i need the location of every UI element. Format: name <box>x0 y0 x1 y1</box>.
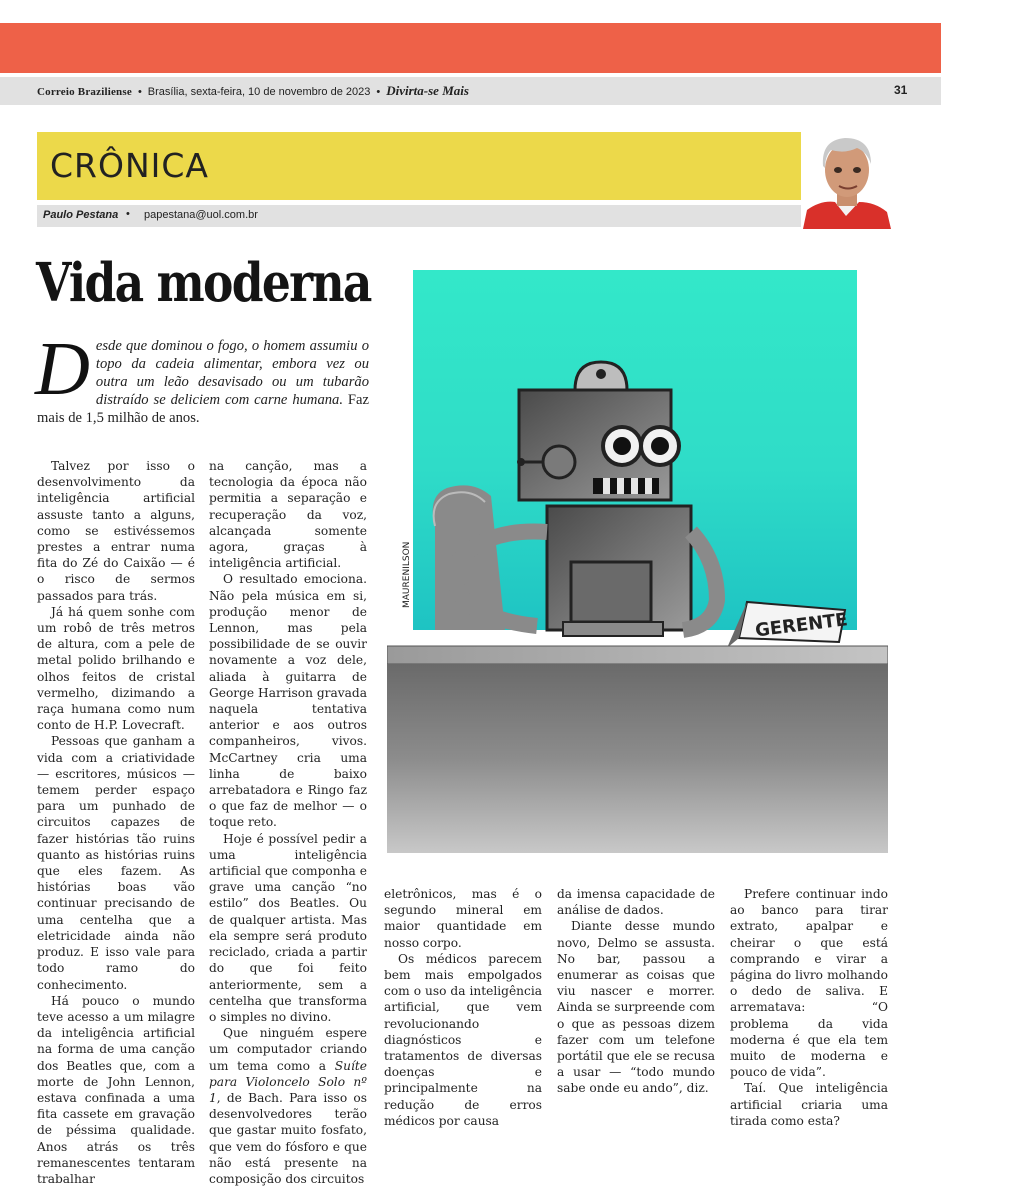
paragraph-text: Que ninguém espere um computador criando um tema como a <box>209 1026 367 1073</box>
paragraph: na canção, mas a tecnologia da época não permitia a separação e recuperação da voz, alcançada somente agora, graças à inteligência artificial. <box>209 459 367 571</box>
paragraph: Os médicos parecem bem mais empolgados com o uso da inteligência artificial, que vem revolucionando diagnósticos e tratamentos de diversas doenças e principalmente na redução de erros médicos por causa <box>384 951 542 1128</box>
paragraph: Já há quem sonhe com um robô de três metros de altura, com a pele de metal polido brilhando e olhos feitos de cristal vermelho, dizimando a raça humana como num conto de H.P. Lovecraft. <box>37 604 195 733</box>
paragraph: Pessoas que ganham a vida com a criatividade — escritores, músicos — temem perder espaço para um punhado de circuitos capazes de fazer histórias tão ruins quanto as histórias ruins que eles fazem. As histórias boas vão continuar precisando de uma centelha que a eletricidade ainda não produz. E isso vale para todo ramo do conhecimento. <box>37 734 195 992</box>
newspaper-brand: Correio Braziliense <box>37 86 132 98</box>
lead-text: esde que dominou o fogo, o homem assumiu o topo da cadeia alimentar, embora vez ou outra um leão desavisado ou um tubarão distraído se deliciem com carne humana. <box>95 338 369 408</box>
paragraph <box>209 1025 367 1187</box>
date-line: Brasília, sexta-feira, 10 de novembro de 2023 <box>147 86 371 98</box>
paragraph: Prefere continuar indo ao banco para tirar extrato, apalpar e cheirar o que está comprando e virar a página do livro molhando o dedo de saliva. E arrematava: “O problema da vida moderna é que ela tem muito de moderna e pouco de vida”. <box>730 887 888 1080</box>
top-color-band <box>0 23 941 73</box>
page-number: 31 <box>894 83 908 97</box>
text-column-2 <box>209 458 367 1187</box>
author-email: papestana@uol.com.br <box>144 209 258 221</box>
paragraph: Diante desse mundo novo, Delmo se assusta. No bar, passou a enumerar as coisas que viu nascer e morrer. Ainda se surpreende com o que as pessoas dizem fazer com um telefone portátil que ele se recusa a usar — “todo mundo sabe onde eu ando”, diz. <box>557 919 715 1096</box>
gerente-sign: GERENTE <box>754 609 849 642</box>
bullet-icon: • <box>137 86 142 98</box>
bullet-icon: • <box>126 208 130 220</box>
text-column-4 <box>557 886 715 1097</box>
column-label-box <box>37 132 801 200</box>
text-column-5 <box>730 886 888 1129</box>
illustrator-signature: MAURENILSON <box>402 541 412 608</box>
bullet-icon: • <box>376 86 381 98</box>
author-name: Paulo Pestana <box>43 209 119 221</box>
paragraph: Hoje é possível pedir a uma inteligência artificial que componha e grave uma canção “no estilo” dos Beatles. Ou de qualquer artista. Mas ela sempre será produto reciclado, criada a partir do que foi feito anteriormente, sem a centelha que transforma o simples no divino. <box>209 831 367 1024</box>
author-portrait <box>801 130 891 229</box>
newspaper-header <box>0 77 941 105</box>
paragraph: eletrônicos, mas é o segundo mineral em maior quantidade em nosso corpo. <box>384 887 542 950</box>
paragraph: Taí. Que inteligência artificial criaria uma tirada como esta? <box>730 1081 888 1128</box>
paragraph: Há pouco o mundo teve acesso a um milagre da inteligência artificial na forma de uma canção dos Beatles que, com a morte de John Lennon, estava confinada a uma fita cassete em gravação de péssima qualidade. Anos atrás os três remanescentes tentaram trabalhar <box>37 993 195 1186</box>
lead-paragraph <box>35 327 369 427</box>
section-name: Divirta-se Mais <box>386 83 469 98</box>
text-column-3 <box>384 886 542 1129</box>
drop-cap: D <box>35 327 90 411</box>
lead-tail: Faz mais de 1,5 milhão de anos. <box>37 392 369 426</box>
column-label: CRÔNICA <box>50 146 209 185</box>
text-column-1 <box>37 458 195 1187</box>
work-title: Suíte para Violoncelo Solo nº 1 <box>209 1058 367 1105</box>
paragraph: Talvez por isso o desenvolvimento da inteligência artificial assuste tanto a alguns, como se estivéssemos prestes a entrar numa fita do Zé do Caixão — é o risco de sermos passados para trás. <box>37 459 195 603</box>
paragraph: O resultado emociona. Não pela música em si, produção menor de Lennon, mas pela possibilidade de se ouvir novamente a voz dele, aliada à guitarra de George Harrison gravada naquela tentativa anterior e aos outros companheiros, vivos. McCartney cria uma linha de baixo arrebatadora e Ringo faz o que faz de melhor — o toque reto. <box>209 572 367 830</box>
paragraph: da imensa capacidade de análise de dados. <box>557 887 715 918</box>
robot-illustration <box>387 270 888 853</box>
paragraph-text: , de Bach. Para isso os desenvolvedores terão que gastar muito fosfato, que vem do fósforo e que não está presente na composição dos circuitos <box>209 1090 367 1186</box>
author-bar <box>37 205 801 227</box>
headline: Vida moderna <box>36 252 371 314</box>
